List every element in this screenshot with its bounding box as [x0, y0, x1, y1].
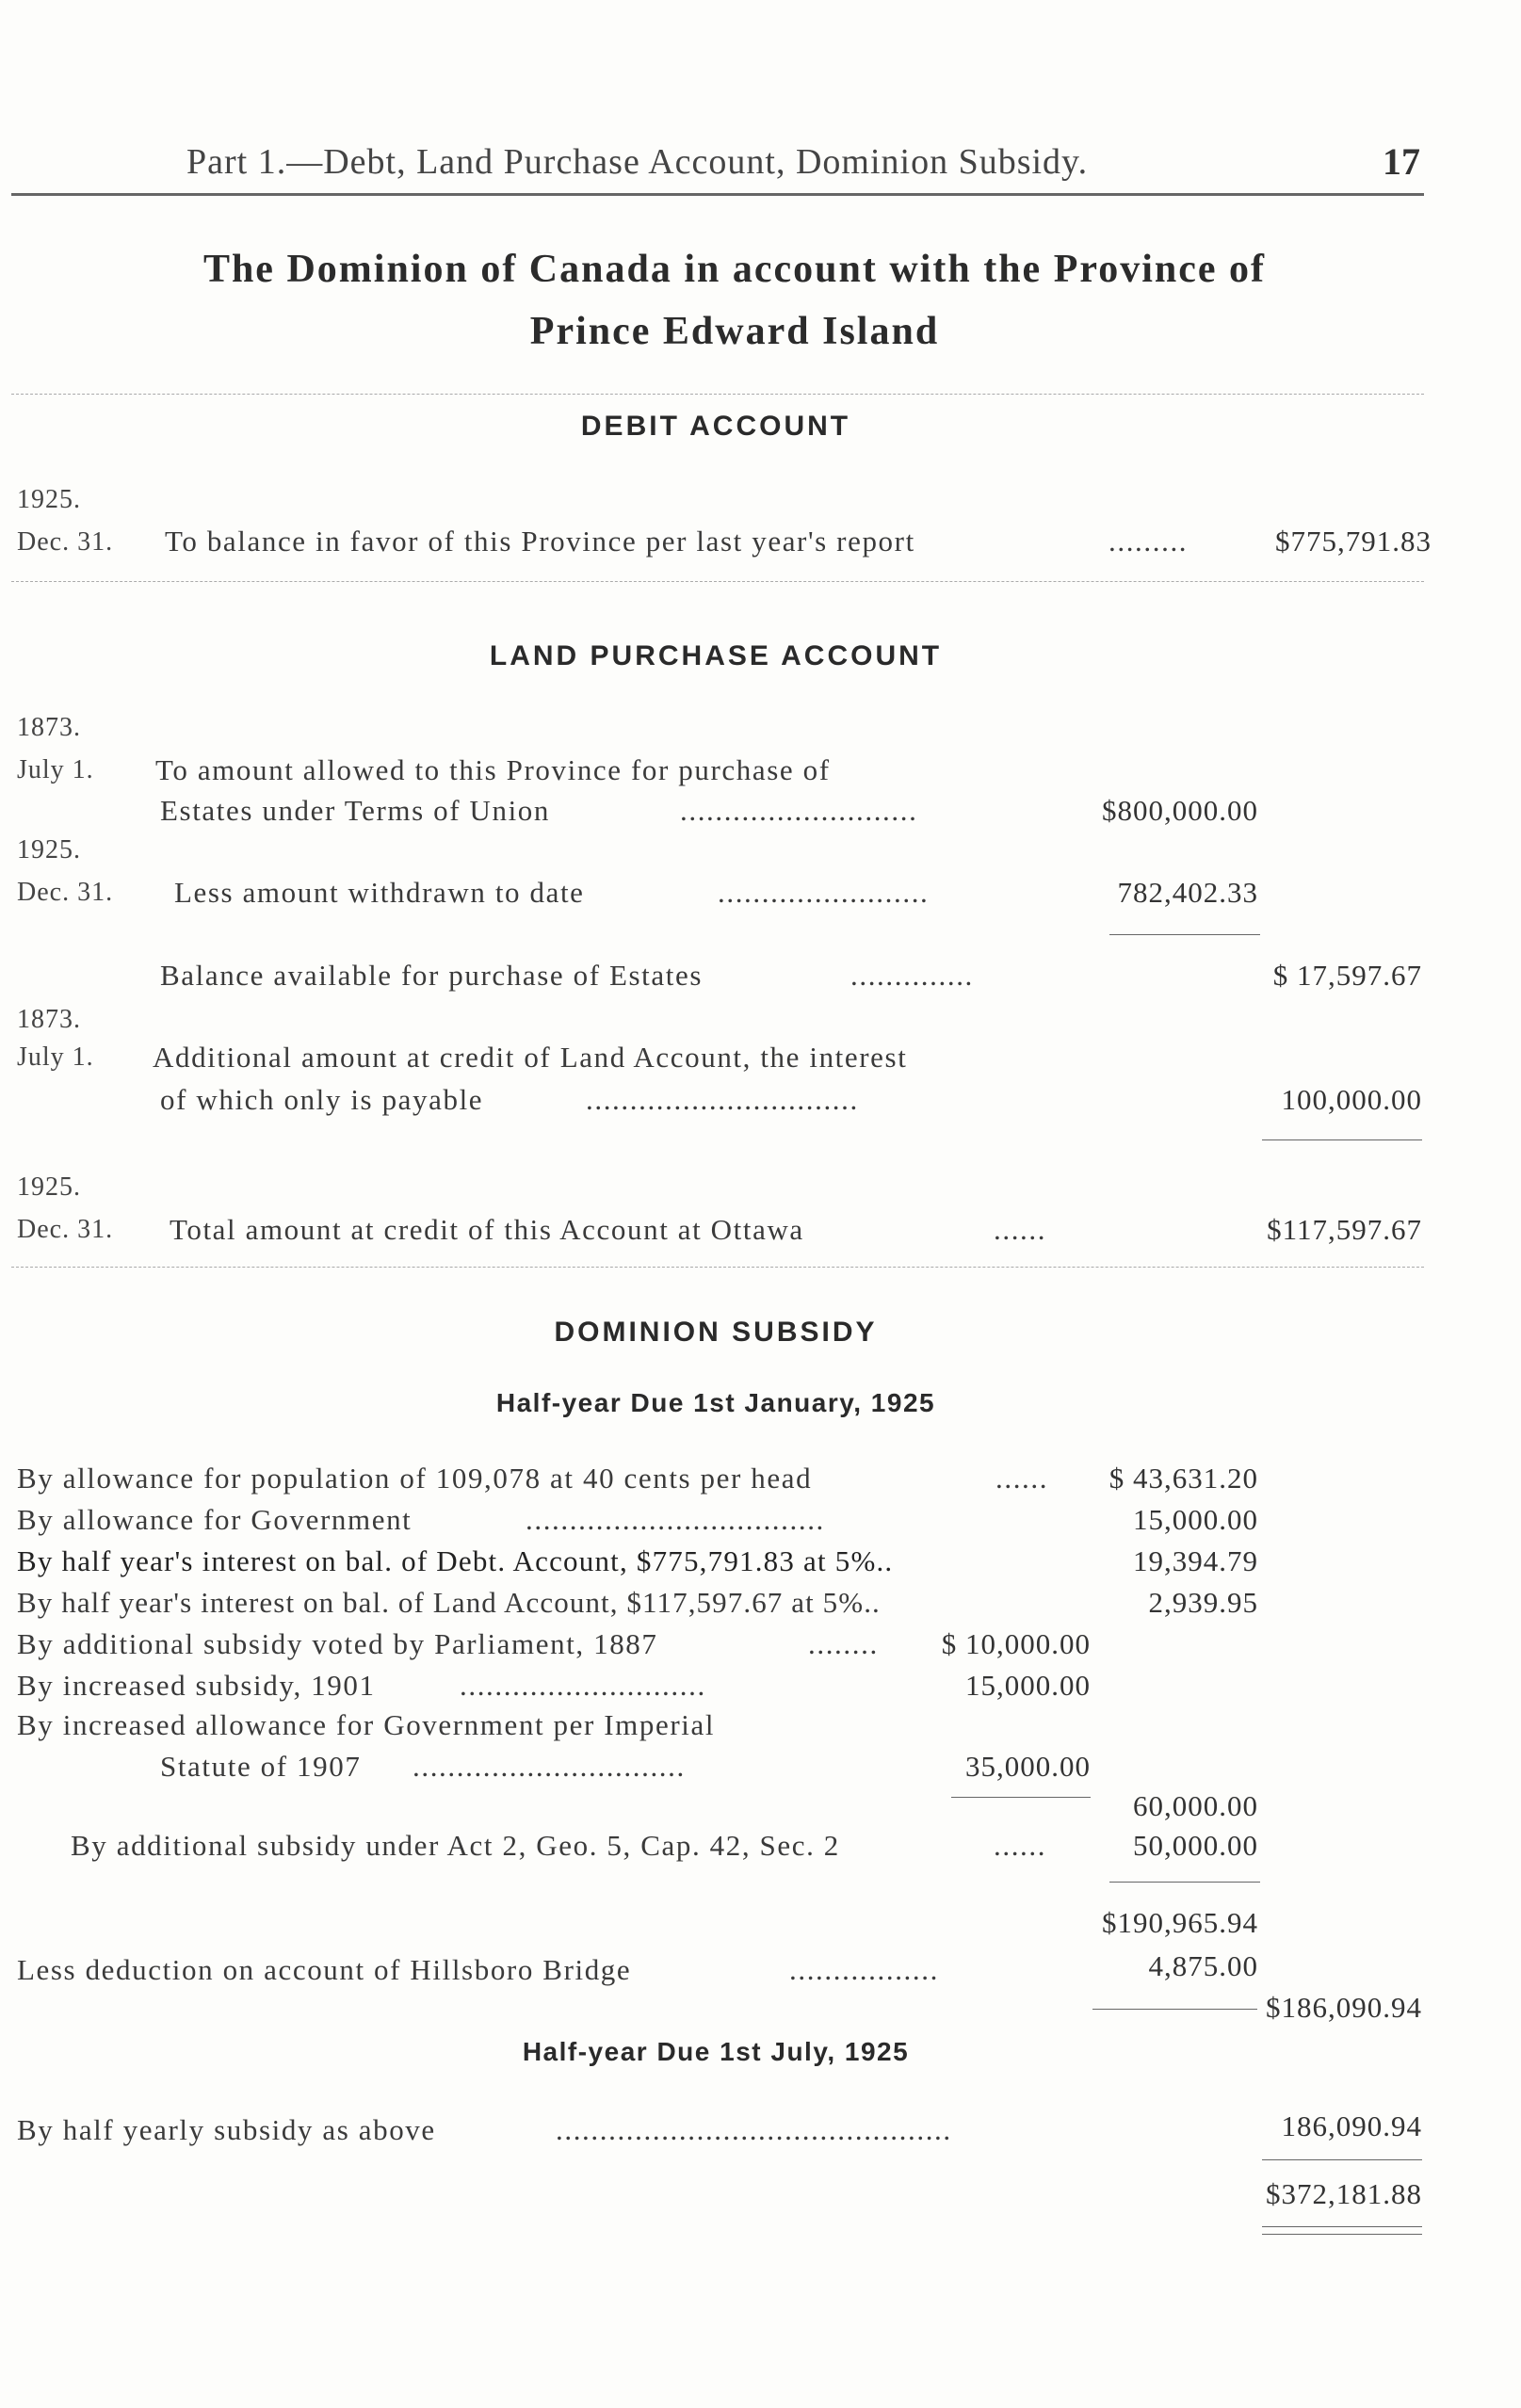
subsidy-1901-text: By increased subsidy, 1901: [17, 1669, 376, 1702]
running-header: Part 1.—Debt, Land Purchase Account, Dominion Subsidy.: [186, 142, 1089, 182]
subsidy-parliament-1887-amount: $ 10,000.00: [941, 1627, 1091, 1660]
subsidy-government-leader: ..................................: [526, 1503, 825, 1536]
subsidy-act2-amount: 50,000.00: [1133, 1829, 1258, 1862]
land-entry2-amount: 782,402.33: [1117, 876, 1258, 909]
half-year-july-heading: Half-year Due 1st July, 1925: [522, 2037, 910, 2066]
land-entry4-year: 1925.: [17, 1172, 81, 1202]
subsidy-population-amount: $ 43,631.20: [1108, 1462, 1258, 1495]
land-entry3-leader: ...............................: [586, 1083, 859, 1116]
land-entry4-description: Total amount at credit of this Account at Ottawa: [170, 1213, 804, 1246]
subsidy-parliament-1887-text: By additional subsidy voted by Parliament, 1887: [17, 1627, 658, 1660]
half-year-january-total: $186,090.94: [1266, 1991, 1422, 2024]
hillsboro-deduction-leader: .................: [789, 1953, 939, 1986]
subsidy-group-total: 60,000.00: [1133, 1789, 1258, 1822]
subsidy-1901-amount: 15,000.00: [965, 1669, 1091, 1702]
section-divider: [11, 1267, 1424, 1268]
half-yearly-subsidy-leader: .............................................: [556, 2113, 952, 2146]
dominion-subsidy-heading: DOMINION SUBSIDY: [554, 1317, 878, 1348]
debit-year: 1925.: [17, 485, 81, 514]
subsidy-imperial-leader: ...............................: [413, 1750, 686, 1783]
hillsboro-deduction-amount: 4,875.00: [1148, 1949, 1258, 1982]
subsidy-imperial-line2: Statute of 1907: [160, 1750, 362, 1783]
debit-leader: .........: [1108, 525, 1189, 558]
land-entry3-year: 1873.: [17, 1005, 81, 1034]
half-year-january-heading: Half-year Due 1st January, 1925: [495, 1388, 936, 1417]
half-yearly-subsidy-text: By half yearly subsidy as above: [17, 2113, 436, 2146]
land-entry2-date: Dec. 31.: [17, 878, 114, 907]
subsidy-government-text: By allowance for Government: [17, 1503, 413, 1536]
land-entry3-amount: 100,000.00: [1281, 1083, 1422, 1116]
subsidy-subtotal: $190,965.94: [1102, 1906, 1258, 1939]
subsidy-debt-interest-amount: 19,394.79: [1133, 1544, 1258, 1577]
subsidy-land-interest-amount: 2,939.95: [1148, 1586, 1258, 1619]
grand-total-double-rule-bottom: [1262, 2234, 1422, 2235]
header-rule: [11, 193, 1424, 196]
subsidy-imperial-line1: By increased allowance for Government per Imperial: [17, 1708, 716, 1741]
land-entry2-year: 1925.: [17, 835, 81, 865]
debit-date: Dec. 31.: [17, 527, 114, 557]
land-entry3-line1: Additional amount at credit of Land Account, the interest: [153, 1041, 908, 1074]
land-entry2-leader: ........................: [718, 876, 930, 909]
subsidy-act2-text: By additional subsidy under Act 2, Geo. 5, Cap. 42, Sec. 2: [71, 1829, 840, 1862]
subtotal-rule: [1109, 934, 1260, 935]
debit-account-heading: DEBIT ACCOUNT: [580, 411, 851, 442]
land-entry1-amount: $800,000.00: [1102, 794, 1258, 827]
section-divider: [11, 581, 1424, 582]
document-title-line-1: The Dominion of Canada in account with the Province of: [202, 248, 1267, 291]
subsidy-population-leader: ......: [995, 1462, 1049, 1495]
land-entry4-amount: $117,597.67: [1267, 1213, 1422, 1246]
land-entry1-line2: Estates under Terms of Union: [160, 794, 550, 827]
subsidy-debt-interest-text: By half year's interest on bal. of Debt. Account, $775,791.83 at 5%..: [17, 1544, 894, 1577]
subsidy-1901-leader: ............................: [460, 1669, 706, 1702]
debit-amount: $775,791.83: [1275, 525, 1432, 558]
land-entry1-year: 1873.: [17, 713, 81, 742]
document-title-line-2: Prince Edward Island: [529, 310, 940, 353]
subsidy-government-amount: 15,000.00: [1133, 1503, 1258, 1536]
subsidy-imperial-amount: 35,000.00: [965, 1750, 1091, 1783]
land-entry1-date: July 1.: [17, 755, 94, 784]
page-number: 17: [1383, 140, 1420, 183]
land-balance-description: Balance available for purchase of Estates: [160, 959, 703, 992]
land-entry3-date: July 1.: [17, 1042, 94, 1072]
land-entry2-description: Less amount withdrawn to date: [174, 876, 585, 909]
land-entry4-leader: ......: [994, 1213, 1047, 1246]
section-divider: [11, 394, 1424, 395]
grand-total-double-rule-top: [1262, 2226, 1422, 2227]
land-balance-amount: $ 17,597.67: [1272, 959, 1422, 992]
land-entry1-line1: To amount allowed to this Province for purchase of: [155, 753, 831, 786]
subsidy-parliament-1887-leader: ........: [808, 1627, 879, 1660]
total-rule: [1262, 2159, 1422, 2160]
subsidy-act2-leader: ......: [994, 1829, 1047, 1862]
half-yearly-subsidy-amount: 186,090.94: [1281, 2109, 1422, 2142]
grand-total: $372,181.88: [1266, 2177, 1422, 2210]
land-entry1-leader: ...........................: [680, 794, 918, 827]
total-rule: [1262, 1139, 1422, 1140]
land-entry4-date: Dec. 31.: [17, 1215, 114, 1244]
land-purchase-heading: LAND PURCHASE ACCOUNT: [489, 640, 943, 671]
hillsboro-deduction-text: Less deduction on account of Hillsboro Bridge: [17, 1953, 632, 1986]
subsidy-population-text: By allowance for population of 109,078 at 40 cents per head: [17, 1462, 813, 1495]
subtotal-rule: [1109, 1882, 1260, 1883]
land-balance-leader: ..............: [850, 959, 974, 992]
subsidy-land-interest-text: By half year's interest on bal. of Land Account, $117,597.67 at 5%..: [17, 1586, 881, 1619]
land-entry3-line2: of which only is payable: [160, 1083, 484, 1116]
debit-description: To balance in favor of this Province per last year's report: [165, 525, 915, 558]
